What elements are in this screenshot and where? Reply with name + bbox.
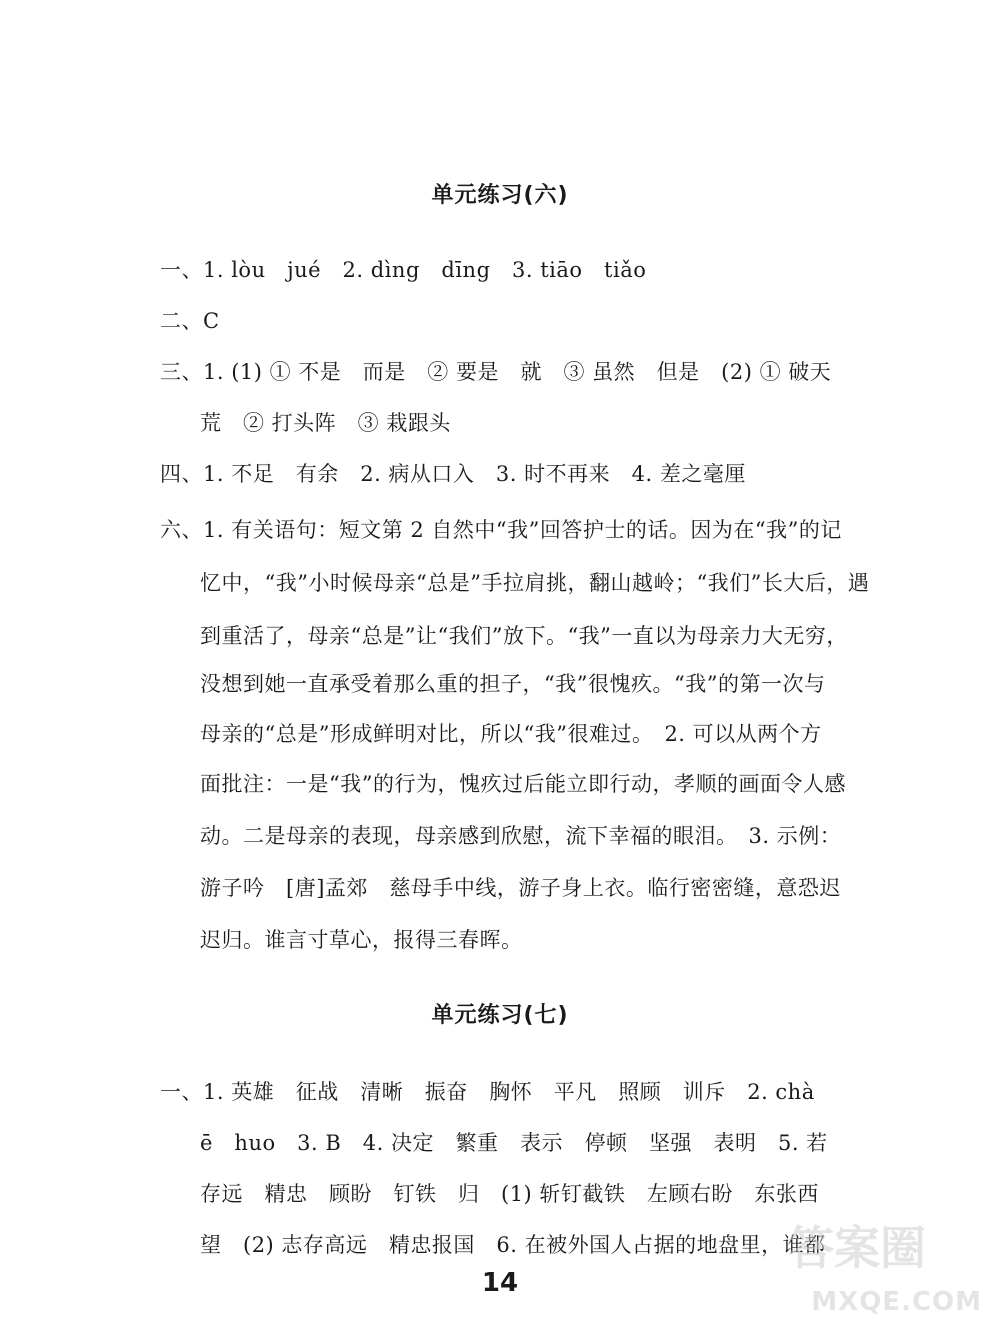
- s7-line-1: 一、1. 英雄 征战 清晰 振奋 胸怀 平凡 照顾 训斥 2. chà: [160, 1080, 815, 1104]
- s6-line-11: 面批注：一是“我”的行为，愧疚过后能立即行动，孝顺的画面令人感: [200, 772, 846, 796]
- s6-line-5: 四、1. 不足 有余 2. 病从口入 3. 时不再来 4. 差之毫厘: [160, 462, 746, 486]
- s6-line-2: 二、C: [160, 309, 220, 333]
- watermark-logo-text: 答案圈: [788, 1221, 926, 1275]
- watermark-url: MXQE.COM: [811, 1287, 982, 1317]
- s7-line-4: 望 (2) 志存高远 精忠报国 6. 在被外国人占据的地盘里，谁都: [200, 1233, 826, 1257]
- s6-line-14: 迟归。谁言寸草心，报得三春晖。: [200, 928, 523, 952]
- s6-line-4: 荒 ② 打头阵 ③ 栽跟头: [200, 411, 451, 435]
- s6-line-3: 三、1. (1) ① 不是 而是 ② 要是 就 ③ 虽然 但是 (2) ① 破天: [160, 360, 832, 384]
- s6-line-10: 母亲的“总是”形成鲜明对比，所以“我”很难过。 2. 可以从两个方: [200, 722, 822, 746]
- s6-line-6: 六、1. 有关语句：短文第 2 自然中“我”回答护士的话。因为在“我”的记: [160, 518, 842, 542]
- section-6-title: 单元练习(六): [431, 183, 569, 208]
- s6-line-12: 动。二是母亲的表现，母亲感到欣慰，流下幸福的眼泪。 3. 示例：: [200, 824, 842, 848]
- s6-line-8: 到重活了，母亲“总是”让“我们”放下。“我”一直以为母亲力大无穷，: [200, 624, 848, 648]
- watermark: [732, 1212, 982, 1317]
- s6-line-9: 没想到她一直承受着那么重的担子，“我”很愧疚。“我”的第一次与: [200, 672, 826, 696]
- s6-line-13: 游子吟 [唐]孟郊 慈母手中线，游子身上衣。临行密密缝，意恐迟: [200, 876, 841, 900]
- s7-line-2: ē huo 3. B 4. 决定 繁重 表示 停顿 坚强 表明 5. 若: [200, 1131, 828, 1155]
- s6-line-1: 一、1. lòu jué 2. dìng dīng 3. tiāo tiǎo: [160, 258, 647, 282]
- watermark-logo-icon: [732, 1212, 982, 1282]
- page-number: 14: [481, 1268, 519, 1298]
- s6-line-7: 忆中，“我”小时候母亲“总是”手拉肩挑，翻山越岭；“我们”长大后，遇: [200, 571, 870, 595]
- section-7-title: 单元练习(七): [431, 1003, 569, 1028]
- s7-line-3: 存远 精忠 顾盼 钉铁 归 (1) 斩钉截铁 左顾右盼 东张西: [200, 1182, 819, 1206]
